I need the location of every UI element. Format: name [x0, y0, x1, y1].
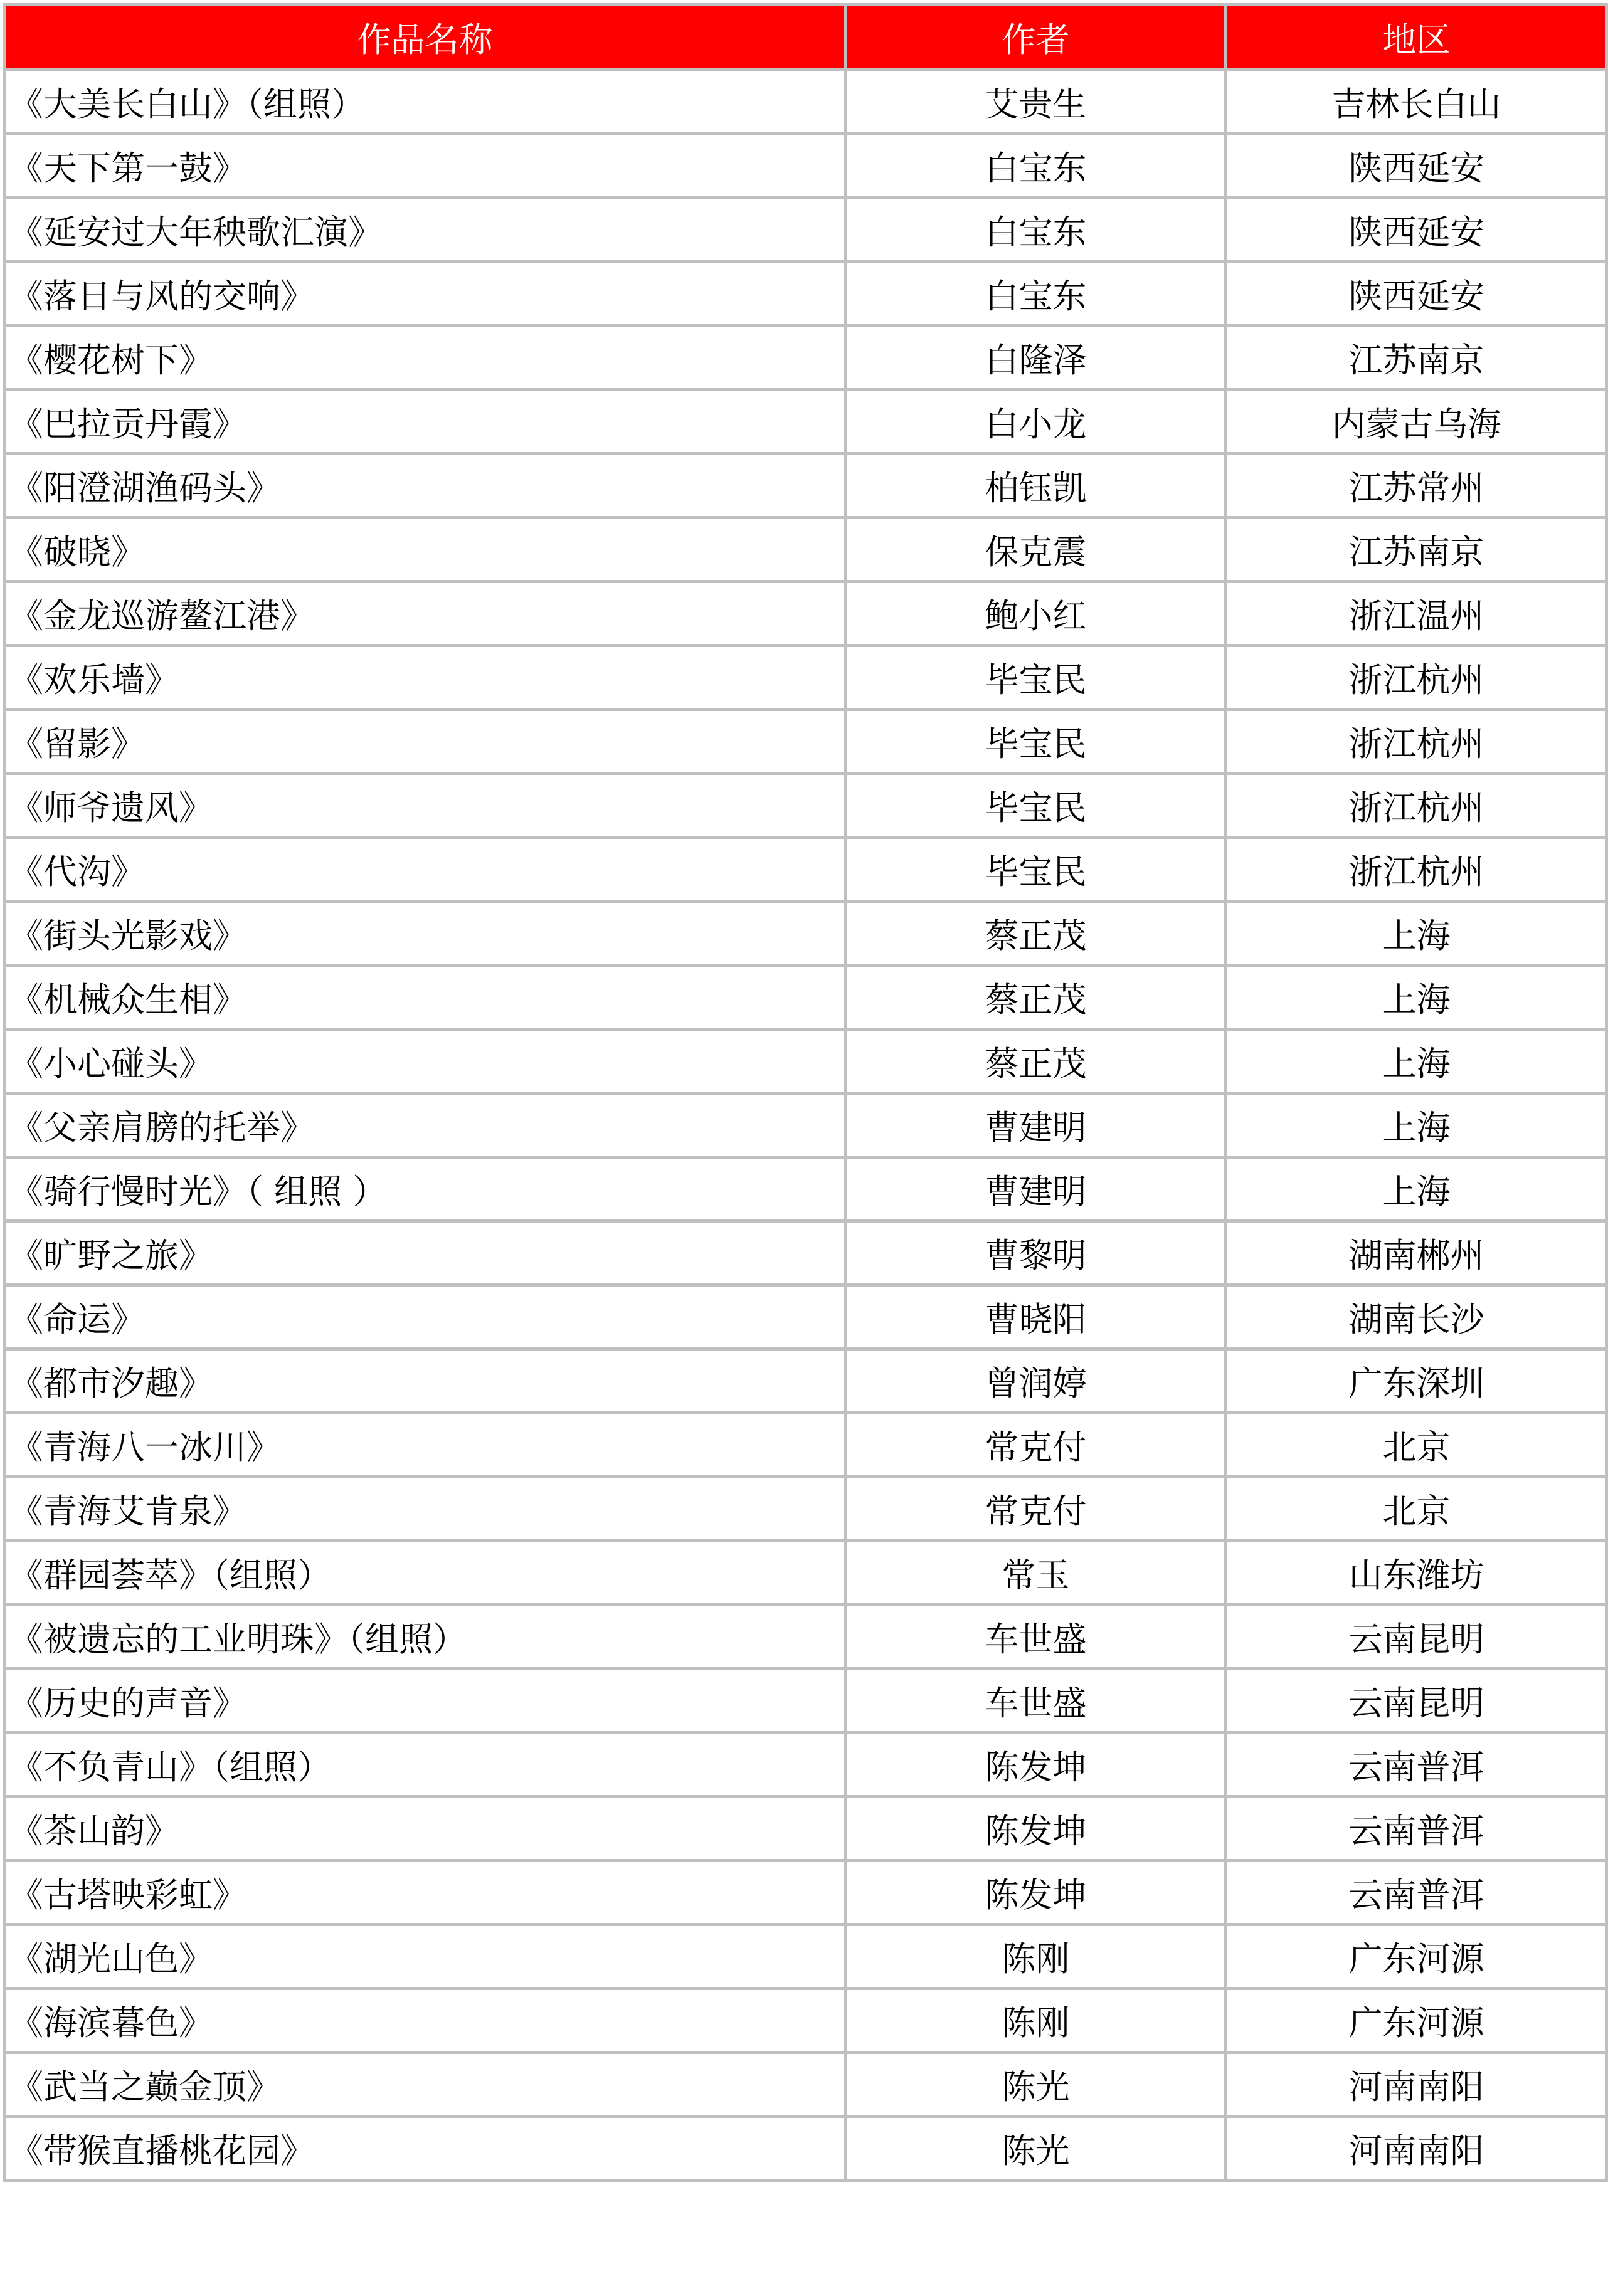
- author-cell: 陈刚: [846, 1989, 1226, 2053]
- table-row: [4, 1541, 1607, 1605]
- author-cell: 白宝东: [846, 134, 1226, 198]
- region-cell: 浙江杭州: [1226, 774, 1607, 838]
- work-title-cell: 《落日与风的交响》: [4, 262, 846, 326]
- work-title-cell: 《阳澄湖渔码头》: [4, 454, 846, 518]
- work-title-cell: 《小心碰头》: [4, 1030, 846, 1093]
- author-cell: 曹建明: [846, 1093, 1226, 1157]
- work-title-cell: 《被遗忘的工业明珠》（组照）: [4, 1605, 846, 1669]
- region-cell: 河南南阳: [1226, 2117, 1607, 2181]
- table-row: [4, 1477, 1607, 1541]
- region-cell: 江苏常州: [1226, 454, 1607, 518]
- table-row: [4, 518, 1607, 582]
- table-row: [4, 2117, 1607, 2181]
- region-cell: 浙江温州: [1226, 582, 1607, 646]
- work-title-cell: 《街头光影戏》: [4, 902, 846, 966]
- author-cell: 白宝东: [846, 262, 1226, 326]
- work-title-cell: 《湖光山色》: [4, 1925, 846, 1989]
- region-cell: 内蒙古乌海: [1226, 390, 1607, 454]
- author-cell: 车世盛: [846, 1605, 1226, 1669]
- region-cell: 江苏南京: [1226, 326, 1607, 390]
- column-header-region: 地区: [1226, 4, 1607, 70]
- author-cell: 常克付: [846, 1413, 1226, 1477]
- work-title-cell: 《欢乐墙》: [4, 646, 846, 710]
- region-cell: 陕西延安: [1226, 262, 1607, 326]
- table-row: [4, 1669, 1607, 1733]
- author-cell: 蔡正茂: [846, 966, 1226, 1030]
- author-cell: 蔡正茂: [846, 1030, 1226, 1093]
- work-title-cell: 《父亲肩膀的托举》: [4, 1093, 846, 1157]
- work-title-cell: 《延安过大年秧歌汇演》: [4, 198, 846, 262]
- author-cell: 柏钰凯: [846, 454, 1226, 518]
- region-cell: 云南普洱: [1226, 1797, 1607, 1861]
- region-cell: 山东潍坊: [1226, 1541, 1607, 1605]
- author-cell: 白宝东: [846, 198, 1226, 262]
- table-row: [4, 1349, 1607, 1413]
- author-cell: 陈光: [846, 2117, 1226, 2181]
- region-cell: 广东河源: [1226, 1925, 1607, 1989]
- work-title-cell: 《茶山韵》: [4, 1797, 846, 1861]
- region-cell: 云南普洱: [1226, 1861, 1607, 1925]
- author-cell: 曹建明: [846, 1157, 1226, 1221]
- work-title-cell: 《带猴直播桃花园》: [4, 2117, 846, 2181]
- author-cell: 保克震: [846, 518, 1226, 582]
- work-title-cell: 《群园荟萃》（组照）: [4, 1541, 846, 1605]
- column-header-author: 作者: [846, 4, 1226, 70]
- table-row: [4, 134, 1607, 198]
- work-title-cell: 《海滨暮色》: [4, 1989, 846, 2053]
- region-cell: 浙江杭州: [1226, 710, 1607, 774]
- table-row: [4, 838, 1607, 902]
- table-row: [4, 262, 1607, 326]
- work-title-cell: 《机械众生相》: [4, 966, 846, 1030]
- table-row: [4, 1093, 1607, 1157]
- table-row: [4, 326, 1607, 390]
- table-row: [4, 582, 1607, 646]
- region-cell: 上海: [1226, 902, 1607, 966]
- table-row: [4, 1157, 1607, 1221]
- table-row: [4, 1861, 1607, 1925]
- region-cell: 河南南阳: [1226, 2053, 1607, 2117]
- region-cell: 云南普洱: [1226, 1733, 1607, 1797]
- work-title-cell: 《都市汐趣》: [4, 1349, 846, 1413]
- table-row: [4, 1733, 1607, 1797]
- work-title-cell: 《青海八一冰川》: [4, 1413, 846, 1477]
- table-row: [4, 390, 1607, 454]
- author-cell: 鲍小红: [846, 582, 1226, 646]
- table-row: [4, 1925, 1607, 1989]
- work-title-cell: 《历史的声音》: [4, 1669, 846, 1733]
- author-cell: 毕宝民: [846, 710, 1226, 774]
- header-row: [4, 4, 1607, 70]
- work-title-cell: 《骑行慢时光》（ 组照 ）: [4, 1157, 846, 1221]
- work-title-cell: 《不负青山》（组照）: [4, 1733, 846, 1797]
- region-cell: 上海: [1226, 1030, 1607, 1093]
- table-row: [4, 2053, 1607, 2117]
- table-row: [4, 902, 1607, 966]
- table-row: [4, 1413, 1607, 1477]
- author-cell: 陈光: [846, 2053, 1226, 2117]
- author-cell: 蔡正茂: [846, 902, 1226, 966]
- author-cell: 曹晓阳: [846, 1285, 1226, 1349]
- author-cell: 毕宝民: [846, 838, 1226, 902]
- work-title-cell: 《天下第一鼓》: [4, 134, 846, 198]
- author-cell: 曾润婷: [846, 1349, 1226, 1413]
- table-row: [4, 1797, 1607, 1861]
- work-title-cell: 《旷野之旅》: [4, 1221, 846, 1285]
- table-row: [4, 710, 1607, 774]
- region-cell: 云南昆明: [1226, 1605, 1607, 1669]
- table-row: [4, 198, 1607, 262]
- work-title-cell: 《武当之巅金顶》: [4, 2053, 846, 2117]
- work-title-cell: 《代沟》: [4, 838, 846, 902]
- column-header-title: 作品名称: [4, 4, 846, 70]
- table-row: [4, 454, 1607, 518]
- table-row: [4, 966, 1607, 1030]
- work-title-cell: 《留影》: [4, 710, 846, 774]
- author-cell: 常玉: [846, 1541, 1226, 1605]
- region-cell: 陕西延安: [1226, 134, 1607, 198]
- region-cell: 广东河源: [1226, 1989, 1607, 2053]
- author-cell: 陈刚: [846, 1925, 1226, 1989]
- author-cell: 白隆泽: [846, 326, 1226, 390]
- author-cell: 毕宝民: [846, 774, 1226, 838]
- table-row: [4, 1605, 1607, 1669]
- region-cell: 陕西延安: [1226, 198, 1607, 262]
- work-title-cell: 《古塔映彩虹》: [4, 1861, 846, 1925]
- table-row: [4, 774, 1607, 838]
- author-cell: 常克付: [846, 1477, 1226, 1541]
- region-cell: 上海: [1226, 1093, 1607, 1157]
- works-table-header: [4, 4, 1607, 70]
- table-row: [4, 1030, 1607, 1093]
- region-cell: 北京: [1226, 1413, 1607, 1477]
- author-cell: 曹黎明: [846, 1221, 1226, 1285]
- author-cell: 白小龙: [846, 390, 1226, 454]
- table-row: [4, 1285, 1607, 1349]
- region-cell: 湖南长沙: [1226, 1285, 1607, 1349]
- author-cell: 艾贵生: [846, 70, 1226, 134]
- work-title-cell: 《师爷遗风》: [4, 774, 846, 838]
- table-row: [4, 70, 1607, 134]
- works-table-body: [4, 70, 1607, 2181]
- region-cell: 上海: [1226, 1157, 1607, 1221]
- table-row: [4, 646, 1607, 710]
- table-row: [4, 1989, 1607, 2053]
- region-cell: 湖南郴州: [1226, 1221, 1607, 1285]
- work-title-cell: 《破晓》: [4, 518, 846, 582]
- work-title-cell: 《金龙巡游鳌江港》: [4, 582, 846, 646]
- author-cell: 毕宝民: [846, 646, 1226, 710]
- work-title-cell: 《大美长白山》（组照）: [4, 70, 846, 134]
- region-cell: 江苏南京: [1226, 518, 1607, 582]
- region-cell: 吉林长白山: [1226, 70, 1607, 134]
- work-title-cell: 《巴拉贡丹霞》: [4, 390, 846, 454]
- work-title-cell: 《命运》: [4, 1285, 846, 1349]
- region-cell: 北京: [1226, 1477, 1607, 1541]
- work-title-cell: 《青海艾肯泉》: [4, 1477, 846, 1541]
- region-cell: 浙江杭州: [1226, 646, 1607, 710]
- region-cell: 上海: [1226, 966, 1607, 1030]
- author-cell: 车世盛: [846, 1669, 1226, 1733]
- author-cell: 陈发坤: [846, 1733, 1226, 1797]
- work-title-cell: 《樱花树下》: [4, 326, 846, 390]
- region-cell: 浙江杭州: [1226, 838, 1607, 902]
- works-table: [3, 3, 1608, 2182]
- region-cell: 广东深圳: [1226, 1349, 1607, 1413]
- table-row: [4, 1221, 1607, 1285]
- author-cell: 陈发坤: [846, 1797, 1226, 1861]
- region-cell: 云南昆明: [1226, 1669, 1607, 1733]
- author-cell: 陈发坤: [846, 1861, 1226, 1925]
